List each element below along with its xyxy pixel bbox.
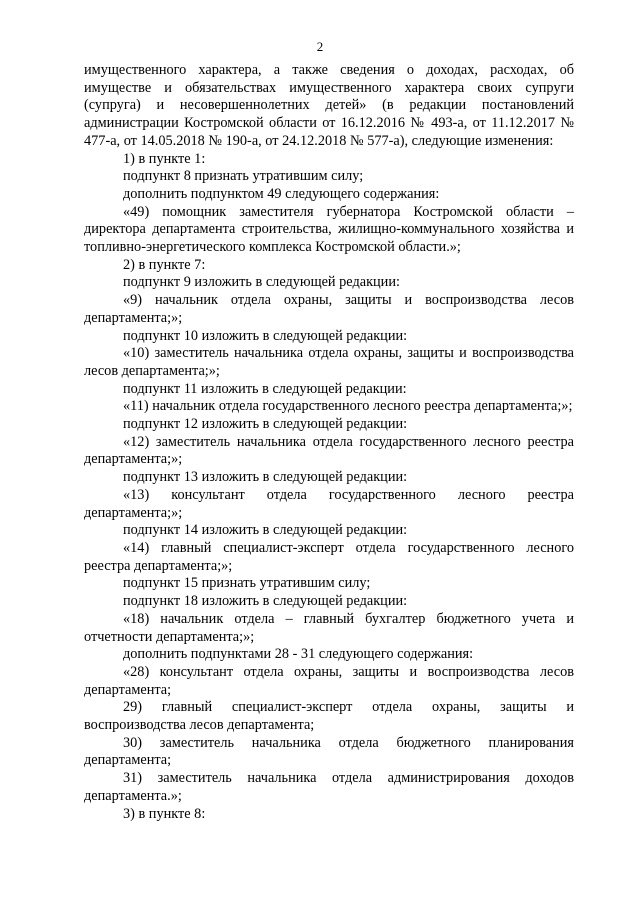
paragraph: 3) в пункте 8: <box>123 805 206 822</box>
paragraph: «14) главный специалист-эксперт отдела государственного лесного реестра департамента;»; <box>84 539 574 574</box>
paragraph: 1) в пункте 1: <box>123 150 206 167</box>
paragraph: 31) заместитель начальника отдела администрирования доходов департамента.»; <box>84 770 574 804</box>
paragraph: 2) в пункте 7: <box>123 256 206 273</box>
paragraph: подпункт 11 изложить в следующей редакции: <box>123 380 407 397</box>
paragraph: 29) главный специалист-эксперт отдела охраны, защиты и воспроизводства лесов департамента; <box>84 699 574 734</box>
page-number: 2 <box>316 39 324 54</box>
paragraph: подпункт 13 изложить в следующей редакции: <box>123 469 408 486</box>
paragraph: подпункт 9 изложить в следующей редакции: <box>123 274 400 291</box>
paragraph: подпункт 8 признать утратившим силу; <box>123 168 364 185</box>
paragraph: «28) консультант отдела охраны, защиты и воспроизводства лесов департамента; <box>84 663 574 698</box>
paragraph: подпункт 12 изложить в следующей редакции: <box>123 416 408 433</box>
paragraph: 30) заместитель начальника отдела бюджетного планирования департамента; <box>84 734 574 769</box>
document-body <box>84 62 574 823</box>
paragraph: подпункт 10 изложить в следующей редакции: <box>123 327 408 344</box>
paragraph: «49) помощник заместителя губернатора Костромской области – директора департамента строительства, жилищно-коммунального хозяйства и топливно-энергетического комплекса Костромской области.»; <box>84 203 574 256</box>
paragraph: «12) заместитель начальника отдела государственного лесного реестра департамента;»; <box>84 433 574 468</box>
paragraph: «18) начальник отдела – главный бухгалтер бюджетного учета и отчетности департамента;»; <box>84 610 574 645</box>
paragraph: «13) консультант отдела государственного лесного реестра департамента;»; <box>84 486 574 521</box>
paragraph: подпункт 15 признать утратившим силу; <box>123 575 371 592</box>
paragraph: «10) заместитель начальника отдела охраны, защиты и воспроизводства лесов департамента;»; <box>84 345 574 379</box>
paragraph: дополнить подпунктом 49 следующего содержания: <box>123 185 440 202</box>
paragraph: «9) начальник отдела охраны, защиты и воспроизводства лесов департамента;»; <box>84 292 574 326</box>
paragraph: «11) начальник отдела государственного лесного реестра департамента;»; <box>123 398 573 415</box>
paragraph: подпункт 18 изложить в следующей редакции: <box>123 593 408 610</box>
paragraph: дополнить подпунктами 28 - 31 следующего содержания: <box>123 646 474 663</box>
paragraph: подпункт 14 изложить в следующей редакции: <box>123 522 408 539</box>
paragraph: имущественного характера, а также сведения о доходах, расходах, об имуществе и обязательствах имущественного характера своих супруги (супруга) и несовершеннолетних детей» (в редакции постановлений администрации Костромской области от 16.12.2016 № 493-а, от 11.12.2017 № 477-а, от 14.05.2018 № 190-а, от 24.12.2018 № 577-а), следующие изменения: <box>84 62 574 149</box>
